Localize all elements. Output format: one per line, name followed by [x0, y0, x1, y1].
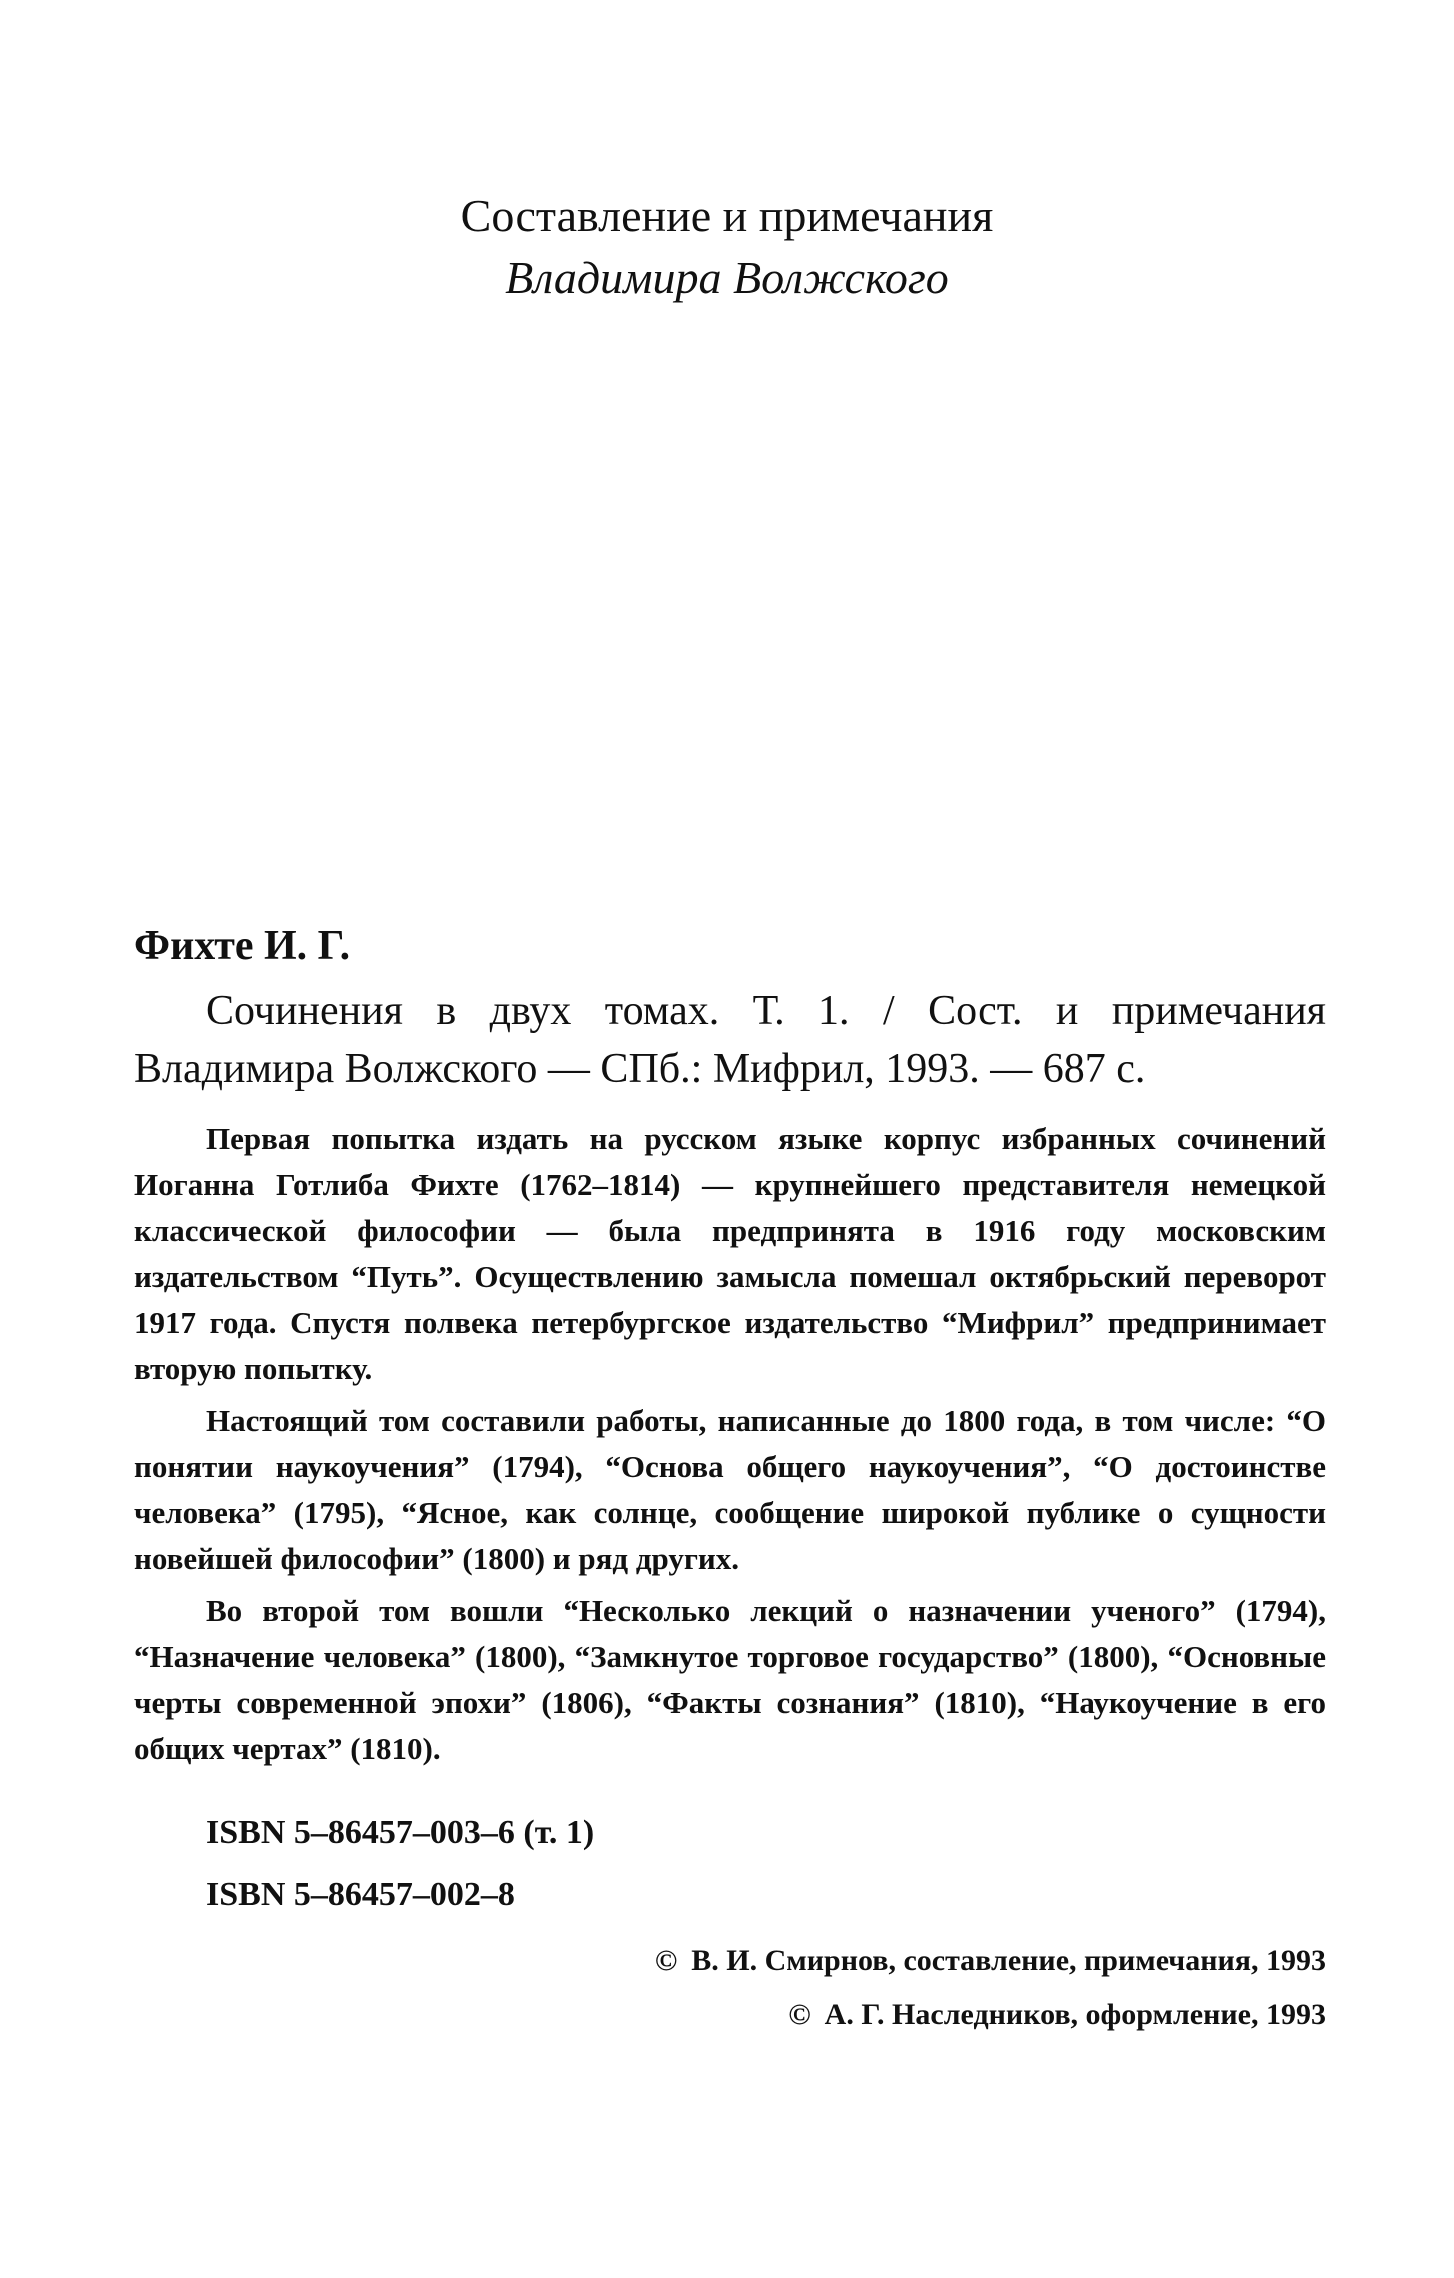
copyright-icon: ©	[654, 1944, 678, 1977]
annotation-paragraph-1: Первая попытка издать на русском языке корпус избранных сочинений Иоганна Готлиба Фихте (1762–1814) — крупнейшего представителя немецкой классической философии — была предпринята в 1916 году московским издательством “Путь”. Осуществлению замысла помешал октябрьский переворот 1917 года. Спустя полвека петербургское издательство “Мифрил” предпринимает вторую попытку.	[134, 1121, 1326, 1386]
compiler-credit	[0, 185, 1454, 309]
bibliographic-reference: Сочинения в двух томах. Т. 1. / Сост. и примечания Владимира Волжского — СПб.: Мифрил, 1993. — 687 с.	[134, 988, 1326, 1092]
copyright-line-1	[655, 1934, 1326, 1988]
author-heading: Фихте И. Г.	[134, 923, 351, 969]
annotation	[134, 1116, 1326, 1772]
copyright-block	[655, 1934, 1326, 2042]
isbn-volume-1: ISBN 5–86457–003–6 (т. 1)	[206, 1814, 595, 1851]
isbn-set: ISBN 5–86457–002–8	[206, 1876, 515, 1913]
copyright-line-2	[655, 1988, 1326, 2042]
compiler-credit-title: Составление и примечания	[460, 190, 994, 241]
copyright-icon: ©	[788, 1998, 811, 2031]
isbn-block	[134, 1802, 1326, 1926]
compiler-credit-name: Владимира Волжского	[505, 252, 949, 303]
annotation-paragraph-2: Настоящий том составили работы, написанные до 1800 года, в том числе: “О понятии наукоучения” (1794), “Основа общего наукоучения”, “О достоинстве человека” (1795), “Ясное, как солнце, сообщение широкой публике о сущности новейшей философии” (1800) и ряд других.	[134, 1403, 1326, 1576]
copyright-text-1: В. И. Смирнов, составление, примечания, 1993	[691, 1944, 1326, 1977]
annotation-paragraph-3: Во второй том вошли “Несколько лекций о назначении ученого” (1794), “Назначение человека” (1800), “Замкнутое торговое государство” (1800), “Основные черты современной эпохи” (1806), “Факты сознания” (1810), “Наукоучение в его общих чертах” (1810).	[134, 1593, 1326, 1766]
bibliographic-record	[134, 918, 1326, 1926]
copyright-text-2: А. Г. Наследников, оформление, 1993	[824, 1998, 1326, 2031]
